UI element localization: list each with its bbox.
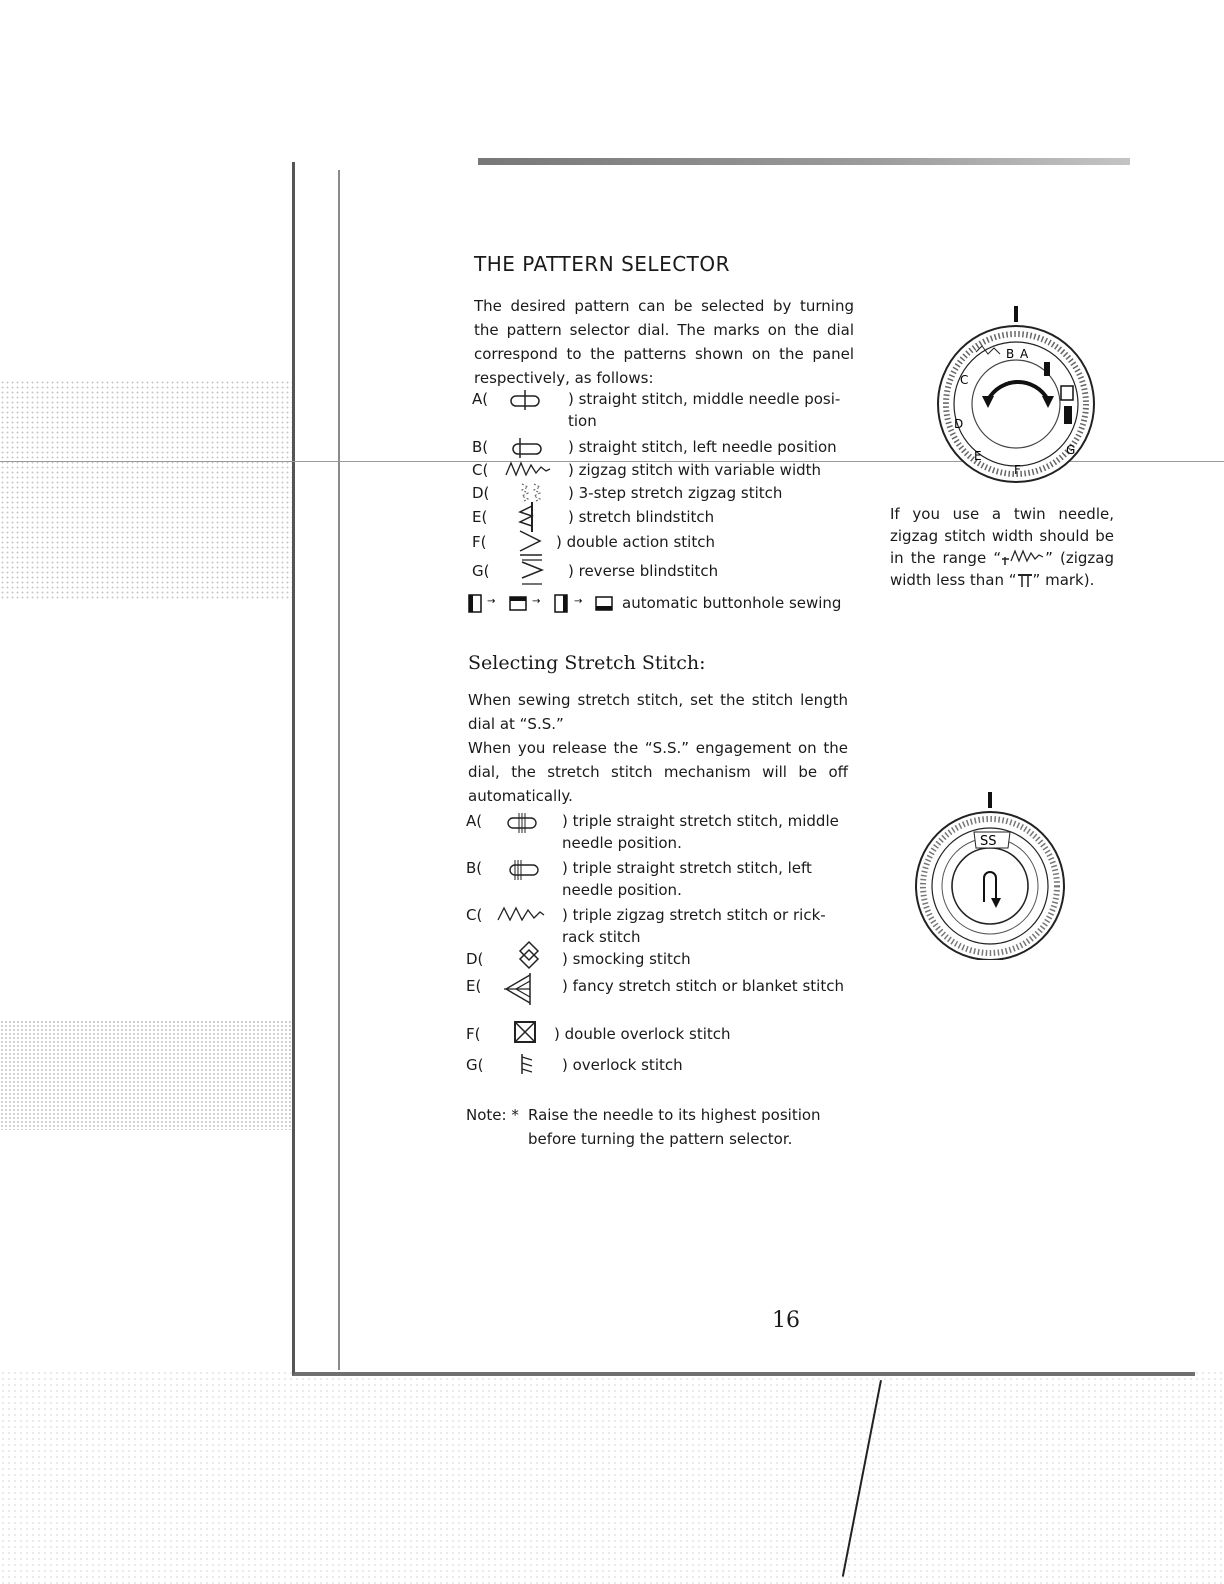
pattern-description: ) smocking stitch bbox=[562, 950, 691, 968]
note-label: Note: * bbox=[466, 1106, 519, 1124]
stretch-paragraph-2: When you release the “S.S.” engagement on the dial, the stretch stitch mechanism will be off automatically. bbox=[468, 739, 848, 805]
pattern-letter: D( bbox=[472, 484, 490, 502]
note-text: Raise the needle to its highest position before turning the pattern selector. bbox=[528, 1106, 821, 1148]
pattern-letter: E( bbox=[472, 508, 488, 526]
three-step-zigzag-icon bbox=[518, 482, 548, 504]
scan-speckle bbox=[0, 1020, 300, 1130]
fancy-blanket-icon bbox=[502, 973, 532, 1005]
buttonhole-steps-icon bbox=[468, 592, 618, 616]
section-title: THE PATTERN SELECTOR bbox=[474, 252, 731, 276]
page-left-rule bbox=[338, 170, 340, 1370]
dial-letter: D bbox=[954, 417, 964, 431]
pattern-letter: F( bbox=[466, 1025, 481, 1043]
pattern-letter: B( bbox=[466, 859, 483, 877]
svg-text:→: → bbox=[532, 596, 541, 607]
triple-straight-left-icon bbox=[506, 859, 542, 881]
pattern-letter: G( bbox=[472, 562, 490, 580]
pattern-letter: B( bbox=[472, 438, 489, 456]
pattern-description: ) stretch blindstitch bbox=[568, 508, 715, 526]
twin-needle-note-text: ” mark). bbox=[1032, 571, 1095, 589]
pattern-description: ) triple straight stretch stitch, middle needle position. bbox=[562, 812, 839, 852]
dial-letter: C bbox=[960, 373, 969, 387]
dial-letter: G bbox=[1066, 443, 1076, 457]
pattern-description: ) straight stitch, left needle position bbox=[568, 438, 837, 456]
twin-needle-mark-icon bbox=[1017, 571, 1033, 587]
triple-straight-middle-icon bbox=[504, 812, 540, 834]
dial-letter: B bbox=[1006, 347, 1015, 361]
pattern-description: ) straight stitch, middle needle posi- tion bbox=[568, 390, 841, 430]
straight-left-icon bbox=[510, 438, 544, 458]
page-top-rule bbox=[478, 158, 1130, 165]
pattern-letter: A( bbox=[466, 812, 483, 830]
pattern-description: ) double action stitch bbox=[556, 533, 715, 551]
pattern-description: ) overlock stitch bbox=[562, 1056, 683, 1074]
double-overlock-icon bbox=[512, 1019, 538, 1045]
pattern-description: ) double overlock stitch bbox=[554, 1025, 731, 1043]
twin-needle-zigzag-icon bbox=[1001, 549, 1045, 565]
pattern-description: ) zigzag stitch with variable width bbox=[568, 461, 822, 479]
scan-speckle bbox=[0, 380, 300, 600]
pattern-description: ) 3-step stretch zigzag stitch bbox=[568, 484, 783, 502]
pattern-description: ) triple straight stretch stitch, left needle position. bbox=[562, 859, 812, 899]
pattern-letter: C( bbox=[472, 461, 489, 479]
smocking-icon bbox=[516, 940, 542, 970]
overlock-icon bbox=[518, 1052, 538, 1076]
pattern-description: ) reverse blindstitch bbox=[568, 562, 719, 580]
buttonhole-label: automatic buttonhole sewing bbox=[622, 594, 842, 612]
pattern-letter: A( bbox=[472, 390, 489, 408]
twin-needle-note bbox=[890, 503, 1114, 591]
pattern-letter: C( bbox=[466, 906, 483, 924]
pattern-letter: F( bbox=[472, 533, 487, 551]
svg-text:→: → bbox=[574, 596, 583, 607]
reverse-blindstitch-icon bbox=[520, 558, 546, 586]
stretch-paragraph-1: When sewing stretch stitch, set the stitch length dial at “S.S.” bbox=[468, 691, 848, 733]
twin-needle-note-text: If you use a twin needle, zigzag stitch width should be in the range “ bbox=[890, 505, 1114, 567]
dial-letter: F bbox=[1014, 463, 1021, 477]
pattern-letter: E( bbox=[466, 977, 482, 995]
twin-needle-note-text: ” (zigzag width less than “ bbox=[890, 549, 1115, 589]
stretch-section-title: Selecting Stretch Stitch: bbox=[468, 652, 706, 674]
pattern-letter: D( bbox=[466, 950, 484, 968]
dial-letter: A bbox=[1020, 347, 1029, 361]
svg-text:→: → bbox=[487, 596, 496, 607]
dial-letter: E bbox=[974, 449, 982, 463]
buttonhole-sequence bbox=[468, 592, 858, 618]
triple-zigzag-icon bbox=[496, 906, 546, 922]
page-number: 16 bbox=[772, 1308, 800, 1333]
pattern-selector-dial bbox=[926, 304, 1096, 484]
scan-speckle bbox=[0, 1370, 1224, 1584]
zigzag-icon bbox=[504, 461, 552, 477]
stretch-blindstitch-icon bbox=[516, 502, 538, 532]
straight-middle-icon bbox=[508, 390, 542, 410]
intro-paragraph: The desired pattern can be selected by turning the pattern selector dial. The marks on the dial correspond to the patterns shown on the panel respectively, as follows: bbox=[474, 297, 854, 387]
ss-label: SS bbox=[980, 834, 997, 849]
pattern-description: ) triple zigzag stretch stitch or rick- rack stitch bbox=[562, 906, 826, 946]
stitch-length-dial bbox=[912, 790, 1072, 960]
pattern-description: ) fancy stretch stitch or blanket stitch bbox=[562, 977, 844, 995]
pattern-letter: G( bbox=[466, 1056, 484, 1074]
double-action-icon bbox=[516, 529, 546, 557]
